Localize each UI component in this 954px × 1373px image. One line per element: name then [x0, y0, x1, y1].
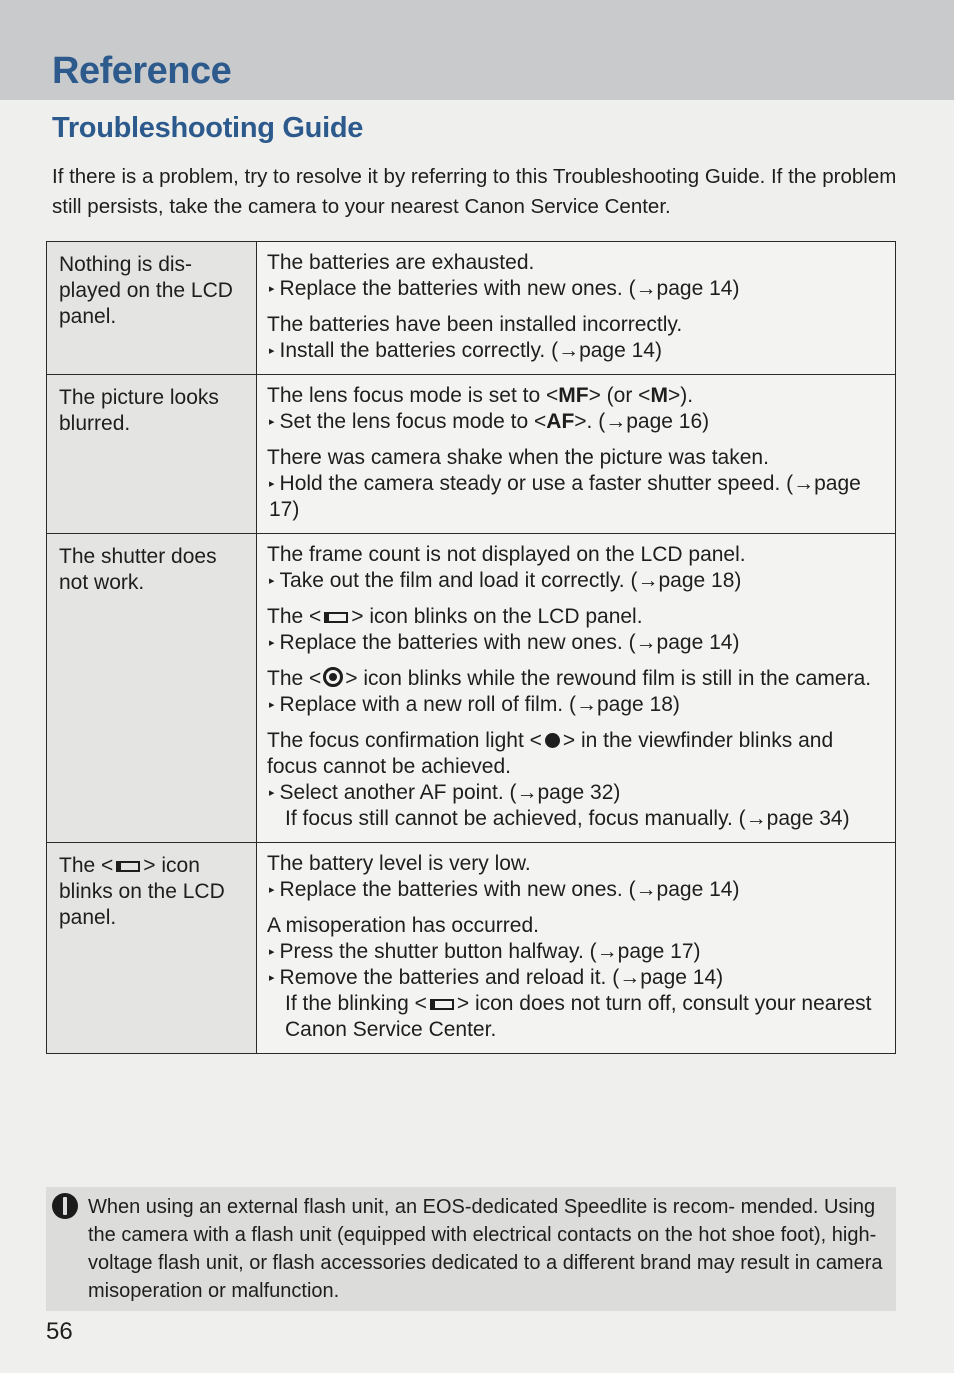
note-text-part: If the blinking <	[285, 992, 427, 1015]
remedy-text: Hold the camera steady or use a faster shutter speed. (→page 17)	[269, 472, 861, 521]
remedy-text: Replace the batteries with new ones. (→page 14)	[279, 631, 740, 654]
remedy-text: >. (→page 16)	[574, 410, 710, 433]
cause-text	[267, 666, 887, 692]
symptom-text-part: The <	[59, 854, 114, 877]
symptom-cell	[47, 843, 257, 1054]
remedy-text: Replace with a new roll of film. (→page 18)	[279, 693, 680, 716]
m-label: M	[650, 384, 668, 407]
remedy-text: Set the lens focus mode to <	[279, 410, 547, 433]
table-row	[47, 534, 896, 843]
section-title: Reference	[52, 50, 232, 92]
cause-text: The batteries have been installed incorrectly.	[267, 313, 683, 336]
cause-text	[267, 383, 887, 409]
table-row	[47, 242, 896, 375]
battery-lcd-icon	[116, 861, 140, 872]
bullet-triangle-icon: ▸	[269, 575, 275, 587]
page-number: 56	[46, 1318, 73, 1345]
remedy	[267, 276, 887, 302]
causes-cell	[257, 375, 896, 534]
cause-item	[267, 666, 887, 718]
remedy-text: Install the batteries correctly. (→page 14)	[279, 339, 662, 362]
cause-text-part: >).	[667, 384, 694, 407]
cause-text-part: > icon blinks on the LCD panel.	[351, 605, 643, 628]
cause-text: The frame count is not displayed on the LCD panel.	[267, 543, 746, 566]
cause-item	[267, 851, 887, 903]
remedy-note	[267, 991, 887, 1043]
remedy-text: Press the shutter button halfway. (→page 17)	[279, 940, 701, 963]
remedy	[267, 568, 887, 594]
bullet-triangle-icon: ▸	[269, 416, 275, 428]
troubleshooting-table	[46, 241, 896, 1054]
cause-text-part: > (or <	[588, 384, 651, 407]
cause-item	[267, 383, 887, 435]
bullet-triangle-icon: ▸	[269, 637, 275, 649]
remedy-text: Replace the batteries with new ones. (→page 14)	[279, 878, 740, 901]
table-row	[47, 843, 896, 1054]
causes-cell	[257, 534, 896, 843]
cause-text	[267, 604, 887, 630]
cause-text-part: The focus confirmation light <	[267, 729, 542, 752]
remedy	[267, 409, 887, 435]
causes-cell	[257, 242, 896, 375]
remedy	[267, 965, 887, 991]
remedy	[267, 692, 887, 718]
cause-text: The battery level is very low.	[267, 852, 531, 875]
note-text-part: > icon does not turn off, consult your nearest Canon Service Center.	[285, 992, 872, 1041]
remedy-text: Replace the batteries with new ones. (→page 14)	[279, 277, 740, 300]
remedy	[267, 338, 887, 364]
table-row	[47, 375, 896, 534]
remedy-text: Remove the batteries and reload it. (→page 14)	[279, 966, 724, 989]
cause-text-part: The lens focus mode is set to <	[267, 384, 559, 407]
caution-note-text: When using an external flash unit, an EOS-dedicated Speedlite is recom- mended. Using the camera with a flash unit (equipped with electrical contacts on the hot shoe foot), high-voltage flash unit, or flash accessories dedicated to a different brand may result in camera misoperation or malfunction.	[88, 1196, 883, 1302]
cause-item	[267, 250, 887, 302]
symptom-text-part: > icon blinks on the LCD panel.	[59, 854, 225, 929]
bullet-triangle-icon: ▸	[269, 884, 275, 896]
causes-cell	[257, 843, 896, 1054]
cause-text-part: The <	[267, 667, 322, 690]
battery-lcd-icon	[430, 999, 454, 1010]
af-label: AF	[546, 410, 575, 433]
caution-note	[46, 1187, 896, 1311]
remedy	[267, 630, 887, 656]
remedy	[267, 939, 887, 965]
cause-text: A misoperation has occurred.	[267, 914, 539, 937]
bullet-triangle-icon: ▸	[269, 972, 275, 984]
bullet-triangle-icon: ▸	[269, 946, 275, 958]
cause-text	[267, 728, 887, 780]
caution-icon	[52, 1193, 78, 1219]
remedy	[267, 877, 887, 903]
cause-item	[267, 445, 887, 523]
film-rewind-icon	[323, 667, 343, 687]
symptom-cell: The picture looks blurred.	[47, 375, 257, 534]
cause-text-part: The <	[267, 605, 322, 628]
cause-text: There was camera shake when the picture was taken.	[267, 446, 769, 469]
bullet-triangle-icon: ▸	[269, 283, 275, 295]
cause-item	[267, 542, 887, 594]
bullet-triangle-icon: ▸	[269, 787, 275, 799]
cause-text-part: > icon blinks while the rewound film is still in the camera.	[345, 667, 872, 690]
intro-paragraph: If there is a problem, try to resolve it by referring to this Troubleshooting Guide. If the problem still persists, take the camera to your nearest Canon Service Center.	[52, 165, 897, 218]
cause-item	[267, 728, 887, 832]
symptom-cell: Nothing is dis- played on the LCD panel.	[47, 242, 257, 375]
bullet-triangle-icon: ▸	[269, 345, 275, 357]
remedy-text: Select another AF point. (→page 32)	[279, 781, 621, 804]
battery-lcd-icon	[324, 612, 348, 623]
cause-item	[267, 312, 887, 364]
remedy	[267, 471, 887, 523]
page-title: Troubleshooting Guide	[52, 112, 364, 144]
focus-confirmation-dot-icon	[545, 733, 560, 748]
symptom-cell: The shutter does not work.	[47, 534, 257, 843]
bullet-triangle-icon: ▸	[269, 699, 275, 711]
cause-text-part: > in the viewfinder blinks and focus cannot be achieved.	[267, 729, 834, 778]
remedy-note: If focus still cannot be achieved, focus manually. (→page 34)	[285, 807, 850, 830]
cause-item	[267, 604, 887, 656]
cause-text: The batteries are exhausted.	[267, 251, 535, 274]
cause-item	[267, 913, 887, 1043]
remedy-text: Take out the film and load it correctly. (→page 18)	[279, 569, 742, 592]
mf-label: MF	[558, 384, 589, 407]
remedy	[267, 780, 887, 806]
bullet-triangle-icon: ▸	[269, 478, 275, 490]
